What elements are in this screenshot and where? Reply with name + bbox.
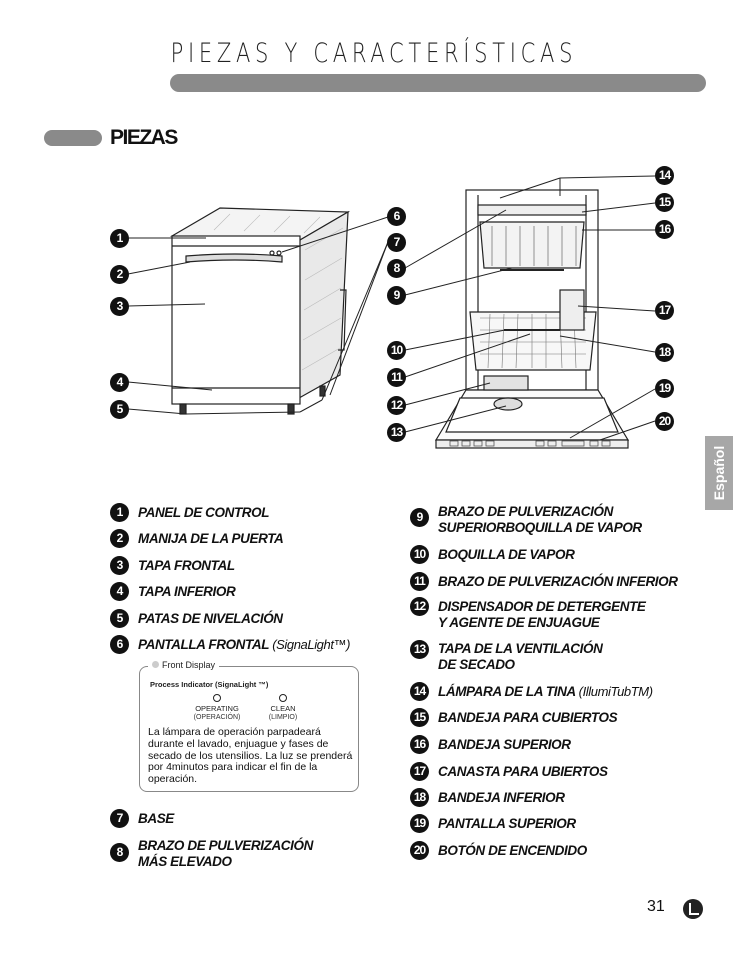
callout-9: 9	[387, 286, 406, 305]
bullet-icon	[152, 661, 159, 668]
callout-2: 2	[110, 265, 129, 284]
list-number-2: 2	[110, 529, 129, 548]
list-number-20: 20	[410, 841, 429, 860]
part-label-bandeja-superior: BANDEJA SUPERIOR	[438, 737, 571, 752]
list-number-13: 13	[410, 640, 429, 659]
list-number-3: 3	[110, 556, 129, 575]
clean-label-es: (LIMPIO)	[268, 714, 298, 721]
callout-16: 16	[655, 220, 674, 239]
part-label-tapa-frontal: TAPA FRONTAL	[138, 558, 235, 573]
list-number-5: 5	[110, 609, 129, 628]
list-number-6: 6	[110, 635, 129, 654]
part-label-brazo-mas-elevado	[138, 838, 313, 870]
callout-14: 14	[655, 166, 674, 185]
callout-15: 15	[655, 193, 674, 212]
part-label-patas-de-nivelacion: PATAS DE NIVELACIÓN	[138, 611, 283, 626]
list-number-12: 12	[410, 597, 429, 616]
list-number-1: 1	[110, 503, 129, 522]
list-number-9: 9	[410, 508, 429, 527]
title-bar	[170, 74, 706, 92]
list-number-10: 10	[410, 545, 429, 564]
part-label-pantalla-superior: PANTALLA SUPERIOR	[438, 816, 576, 831]
front-display-box	[139, 660, 359, 792]
lg-logo-icon	[683, 899, 703, 919]
part-label-tapa-ventilacion	[438, 641, 602, 673]
operating-label: OPERATING	[195, 704, 239, 713]
callout-10: 10	[387, 341, 406, 360]
part-label-brazo-superior-line2: SUPERIORBOQUILLA DE VAPOR	[438, 520, 642, 535]
list-number-16: 16	[410, 735, 429, 754]
list-number-8: 8	[110, 843, 129, 862]
callout-3: 3	[110, 297, 129, 316]
section-heading: PIEZAS	[110, 126, 177, 149]
operating-label-es: (OPERACIÓN)	[193, 714, 241, 721]
page-number: 31	[647, 898, 665, 915]
part-label-bandeja-cubiertos: BANDEJA PARA CUBIERTOS	[438, 710, 618, 725]
callout-7: 7	[387, 233, 406, 252]
part-label-dispensador-line1: DISPENSADOR DE DETERGENTE	[438, 599, 646, 614]
part-label-dispensador	[438, 599, 646, 631]
operating-led-icon	[213, 694, 221, 702]
part-label-brazo-superior-line1: BRAZO DE PULVERIZACIÓN	[438, 504, 613, 519]
list-number-11: 11	[410, 572, 429, 591]
part-label-boquilla-de-vapor: BOQUILLA DE VAPOR	[438, 547, 575, 562]
callout-13: 13	[387, 423, 406, 442]
part-label-panel-de-control: PANEL DE CONTROL	[138, 505, 270, 520]
callout-8: 8	[387, 259, 406, 278]
part-label-bandeja-inferior: BANDEJA INFERIOR	[438, 790, 565, 805]
callout-6: 6	[387, 207, 406, 226]
clean-label: CLEAN	[270, 704, 296, 713]
part-label-dispensador-line2: Y AGENTE DE ENJUAGUE	[438, 615, 600, 630]
list-number-15: 15	[410, 708, 429, 727]
part-label-manija-de-la-puerta: MANIJA DE LA PUERTA	[138, 531, 284, 546]
open-dishwasher-drawing	[436, 190, 628, 448]
part-label-brazo-superior	[438, 504, 642, 536]
part-label-brazo-inferior: BRAZO DE PULVERIZACIÓN INFERIOR	[438, 574, 678, 589]
process-indicator-label: Process Indicator (SignaLight ™)	[150, 680, 269, 689]
part-label-base: BASE	[138, 811, 174, 826]
section-pill	[44, 130, 102, 146]
list-number-7: 7	[110, 809, 129, 828]
front-display-title	[148, 660, 219, 670]
callout-5: 5	[110, 400, 129, 419]
callout-17: 17	[655, 301, 674, 320]
operating-indicator	[182, 694, 252, 722]
part-label-tapa-inferior: TAPA INFERIOR	[138, 584, 236, 599]
list-number-18: 18	[410, 788, 429, 807]
callout-4: 4	[110, 373, 129, 392]
part-label-canasta: CANASTA PARA UBIERTOS	[438, 764, 608, 779]
part-label-tapa-ventilacion-line1: TAPA DE LA VENTILACIÓN	[438, 641, 603, 656]
language-tab-label: Español	[711, 445, 727, 501]
part-label-brazo-mas-elevado-line1: BRAZO DE PULVERIZACIÓN	[138, 838, 313, 853]
callout-11: 11	[387, 368, 406, 387]
page-title: PIEZAS Y CARACTERÍSTICAS	[170, 38, 578, 69]
callout-1: 1	[110, 229, 129, 248]
list-number-14: 14	[410, 682, 429, 701]
clean-indicator	[248, 694, 318, 722]
part-label-lampara-de-la-tina	[438, 684, 653, 700]
callout-18: 18	[655, 343, 674, 362]
list-number-17: 17	[410, 762, 429, 781]
part-label-brazo-mas-elevado-line2: MÁS ELEVADO	[138, 854, 232, 869]
part-label-pantalla-frontal-suffix: (SignaLight™)	[272, 637, 351, 652]
front-display-title-text: Front Display	[162, 660, 216, 670]
list-number-4: 4	[110, 582, 129, 601]
part-label-boton-encendido: BOTÓN DE ENCENDIDO	[438, 843, 587, 858]
callout-12: 12	[387, 396, 406, 415]
part-label-pantalla-frontal-text: PANTALLA FRONTAL	[138, 637, 269, 652]
list-number-19: 19	[410, 814, 429, 833]
part-label-pantalla-frontal	[138, 637, 350, 653]
part-label-tapa-ventilacion-line2: DE SECADO	[438, 657, 515, 672]
front-display-description: La lámpara de operación parpadeará durante el lavado, enjuague y fases de secado de los utensilios. La luz se prenderá por 4minutos para indicar el fin de la operación.	[148, 726, 353, 786]
part-label-lampara-text: LÁMPARA DE LA TINA	[438, 684, 576, 699]
callout-20: 20	[655, 412, 674, 431]
part-label-lampara-suffix: (IllumiTubTM)	[578, 684, 653, 699]
clean-led-icon	[279, 694, 287, 702]
callout-19: 19	[655, 379, 674, 398]
